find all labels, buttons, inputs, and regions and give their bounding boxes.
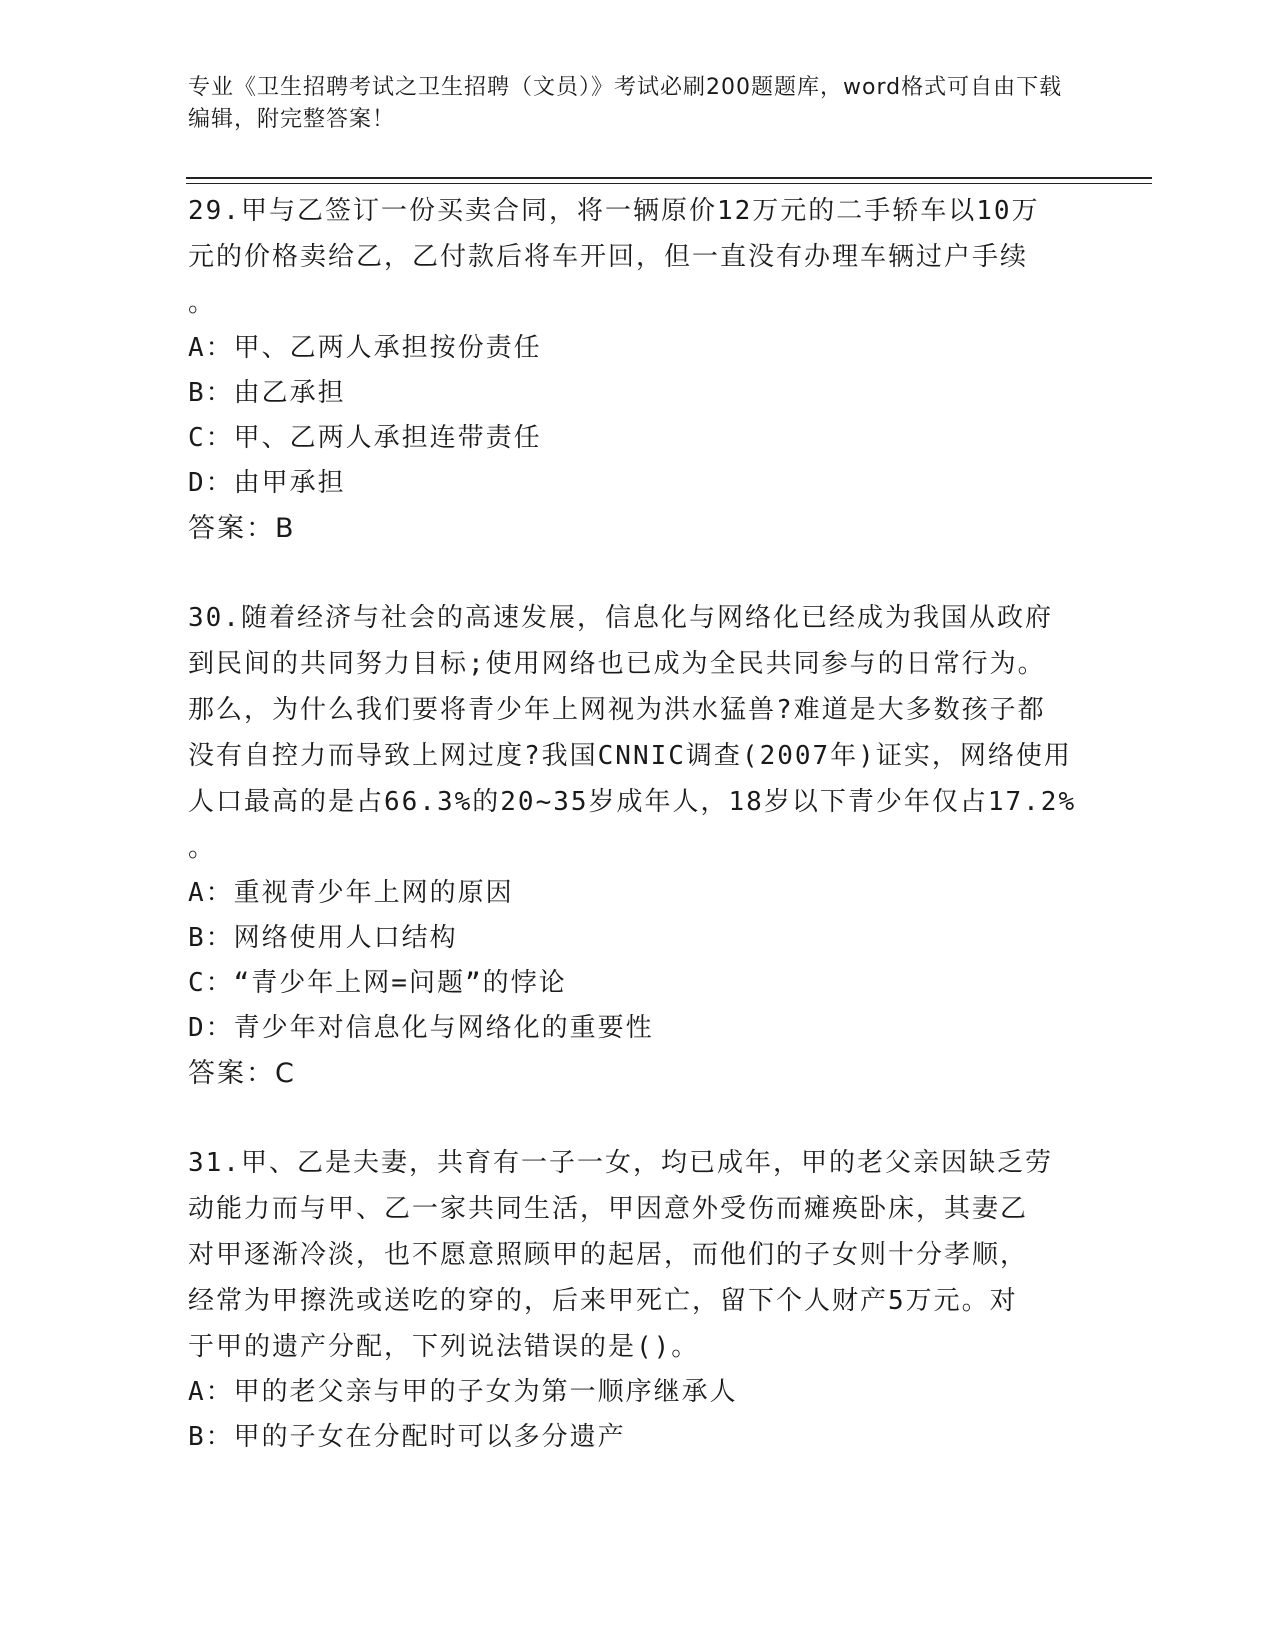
option-b: B：甲的子女在分配时可以多分遗产 [188,1422,626,1452]
option-a: A：甲的老父亲与甲的子女为第一顺序继承人 [188,1377,738,1407]
option-a: A：重视青少年上网的原因 [188,878,514,908]
question-stem: 29.甲与乙签订一份买卖合同，将一辆原价12万元的二手轿车以10万 元的价格卖给乙，乙付款后将车开回，但一直没有办理车辆过户手续 。 [188,196,1040,318]
question-31 [188,1140,1088,1460]
answer: 答案：C [188,1058,296,1089]
question-stem: 31.甲、乙是夫妻，共育有一子一女，均已成年，甲的老父亲因缺乏劳 动能力而与甲、乙一家共同生活，甲因意外受伤而瘫痪卧床，其妻乙 对甲逐渐冷淡，也不愿意照顾甲的起居，而他们的子女则十分孝顺， 经常为甲擦洗或送吃的穿的，后来甲死亡，留下个人财产5万元。对 于甲的遗产分配，下列说法错误的是()。 [188,1148,1053,1362]
option-d: D：由甲承担 [188,468,346,498]
question-stem: 30.随着经济与社会的高速发展，信息化与网络化已经成为我国从政府 到民间的共同努力目标;使用网络也已成为全民共同参与的日常行为。 那么，为什么我们要将青少年上网视为洪水猛兽?难道是大多数孩子都 没有自控力而导致上网过度?我国CNNIC调查(2007年)证实，网络使用 人口最高的是占66.3%的20~35岁成年人，18岁以下青少年仅占17.2% 。 [188,603,1077,863]
question-list [188,188,1088,1503]
header-divider-thin [186,183,1152,184]
option-b: B：网络使用人口结构 [188,923,458,953]
question-30 [188,595,1088,1097]
option-d: D：青少年对信息化与网络化的重要性 [188,1013,654,1043]
document-header: 专业《卫生招聘考试之卫生招聘（文员）》考试必刷200题题库，word格式可自由下载编辑，附完整答案！ [188,75,1063,132]
option-a: A：甲、乙两人承担按份责任 [188,333,542,363]
option-c: C：甲、乙两人承担连带责任 [188,423,542,453]
answer: 答案：B [188,513,296,544]
header-divider-thick [186,177,1152,179]
option-c: C：“青少年上网=问题”的悖论 [188,968,567,998]
option-b: B：由乙承担 [188,378,346,408]
question-29 [188,188,1088,552]
